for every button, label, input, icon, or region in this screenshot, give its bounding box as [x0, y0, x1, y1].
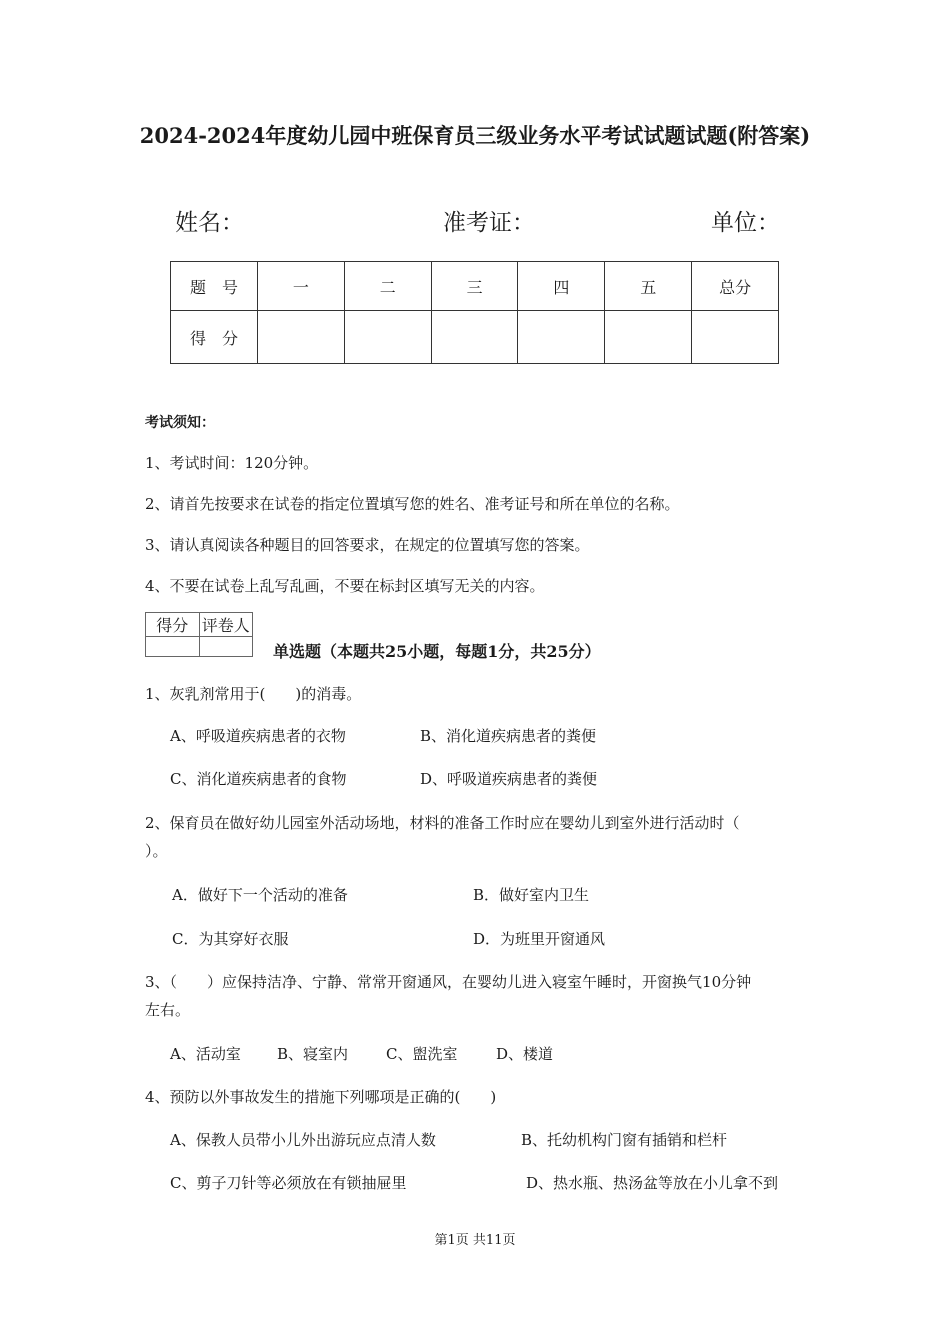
section-title: 单选题（本题共25小题，每题1分，共25分） [273, 642, 601, 661]
option-b[interactable]: B．做好室内卫生 [473, 886, 590, 904]
option-a[interactable]: A、呼吸道疾病患者的衣物 [170, 727, 346, 745]
question-stem: 2、保育员在做好幼儿园室外活动场地，材料的准备工作时应在婴幼儿到室外进行活动时（ [145, 814, 740, 832]
question-stem: 3、（ ）应保持洁净、宁静、常常开窗通风，在婴幼儿进入寝室午睡时，开窗换气10分钟 [145, 973, 752, 991]
score-header-cell: 三 [431, 262, 518, 311]
question-stem: 4、预防以外事故发生的措施下列哪项是正确的( ) [145, 1088, 497, 1106]
score-cell[interactable] [258, 311, 345, 364]
score-header-cell: 四 [518, 262, 605, 311]
score-cell[interactable] [344, 311, 431, 364]
page-footer: 第1页 共11页 [434, 1233, 516, 1248]
score-header-cell: 总分 [692, 262, 779, 311]
option-d[interactable]: D、热水瓶、热汤盆等放在小儿拿不到 [526, 1174, 779, 1192]
option-c[interactable]: C、盥洗室 [386, 1045, 458, 1063]
option-b[interactable]: B、寝室内 [277, 1045, 349, 1063]
option-d[interactable]: D、楼道 [496, 1045, 554, 1063]
page-title: 2024-2024年度幼儿园中班保育员三级业务水平考试试题试题(附答案) [139, 123, 811, 148]
notice-item: 2、请首先按要求在试卷的指定位置填写您的姓名、准考证号和所在单位的名称。 [145, 495, 680, 513]
score-cell[interactable] [605, 311, 692, 364]
score-table [170, 261, 779, 364]
score-cell[interactable] [431, 311, 518, 364]
unit-label: 单位： [711, 210, 780, 236]
exam-id-label: 准考证： [443, 210, 535, 236]
option-c[interactable]: C、剪子刀针等必须放在有锁抽屉里 [170, 1174, 407, 1192]
option-a[interactable]: A、活动室 [170, 1045, 241, 1063]
score-header-cell: 二 [344, 262, 431, 311]
score-header-cell: 题 号 [171, 262, 258, 311]
score-cell[interactable] [692, 311, 779, 364]
notice-item: 3、请认真阅读各种题目的回答要求，在规定的位置填写您的答案。 [145, 536, 590, 554]
option-c[interactable]: C．为其穿好衣服 [172, 930, 289, 948]
score-header-cell: 五 [605, 262, 692, 311]
option-a[interactable]: A．做好下一个活动的准备 [172, 886, 348, 904]
option-d[interactable]: D、呼吸道疾病患者的粪便 [420, 770, 598, 788]
name-label: 姓名： [175, 210, 244, 236]
option-d[interactable]: D．为班里开窗通风 [473, 930, 606, 948]
notice-item: 4、不要在试卷上乱写乱画，不要在标封区填写无关的内容。 [145, 577, 545, 595]
question-stem: 1、灰乳剂常用于( )的消毒。 [145, 685, 362, 703]
score-row-label: 得 分 [171, 311, 258, 364]
question-stem-continued: 左右。 [145, 1001, 191, 1019]
notice-heading: 考试须知： [145, 415, 215, 431]
grader-box [145, 612, 253, 657]
option-b[interactable]: B、消化道疾病患者的粪便 [420, 727, 597, 745]
question-stem-continued: ）。 [145, 842, 168, 860]
option-b[interactable]: B、托幼机构门窗有插销和栏杆 [521, 1131, 728, 1149]
score-header-cell: 一 [258, 262, 345, 311]
grader-name-label: 评卷人 [199, 613, 253, 637]
score-cell[interactable] [518, 311, 605, 364]
grader-score-cell[interactable] [146, 637, 200, 657]
option-a[interactable]: A、保教人员带小儿外出游玩应点清人数 [170, 1131, 436, 1149]
option-c[interactable]: C、消化道疾病患者的食物 [170, 770, 347, 788]
grader-name-cell[interactable] [199, 637, 253, 657]
grader-score-label: 得分 [146, 613, 200, 637]
notice-item: 1、考试时间：120分钟。 [145, 454, 319, 472]
